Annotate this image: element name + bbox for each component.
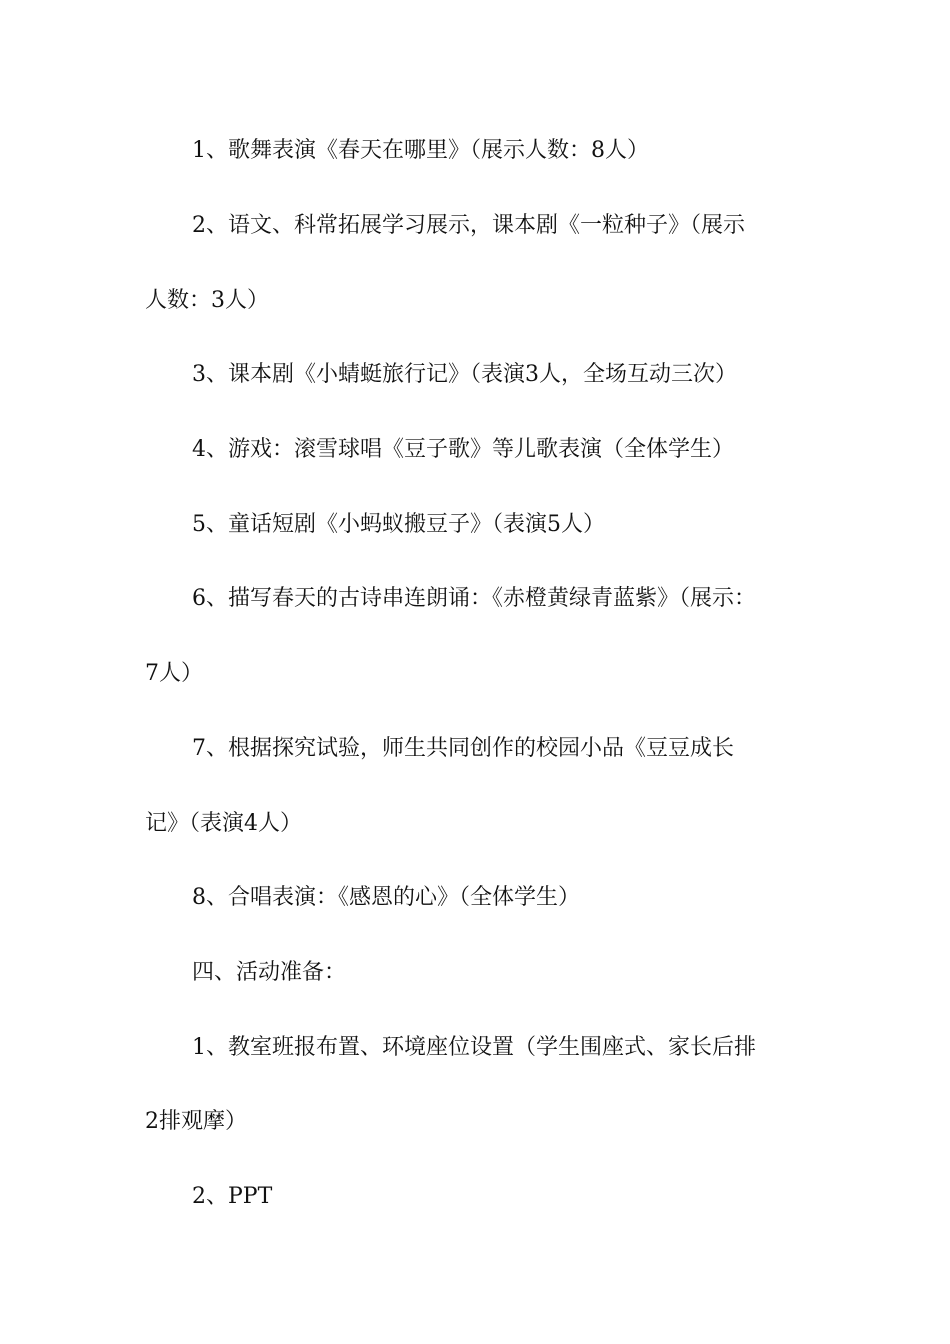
program-item-5: 5、童话短剧《小蚂蚁搬豆子》（表演5人） [192,512,605,537]
program-item-1: 1、歌舞表演《春天在哪里》（展示人数：8人） [192,138,649,163]
program-item-4: 4、游戏：滚雪球唱《豆子歌》等儿歌表演（全体学生） [192,437,734,462]
preparation-item-1: 1、教室班报布置、环境座位设置（学生围座式、家长后排 [192,1035,756,1060]
program-item-6: 6、描写春天的古诗串连朗诵：《赤橙黄绿青蓝紫》（展示： [192,586,756,611]
program-item-2-continued: 人数：3人） [145,288,269,313]
preparation-item-2: 2、PPT [192,1184,273,1209]
program-item-2: 2、语文、科常拓展学习展示，课本剧《一粒种子》（展示 [192,213,745,238]
program-item-7: 7、根据探究试验，师生共同创作的校园小品《豆豆成长 [192,736,734,761]
program-item-8: 8、合唱表演：《感恩的心》（全体学生） [192,885,580,910]
program-item-6-continued: 7人） [145,661,203,686]
program-item-3: 3、课本剧《小蜻蜓旅行记》（表演3人，全场互动三次） [192,362,737,387]
preparation-item-1-continued: 2排观摩） [145,1109,247,1134]
section-heading-preparation: 四、活动准备： [192,960,347,985]
program-item-7-continued: 记》（表演4人） [145,811,302,836]
